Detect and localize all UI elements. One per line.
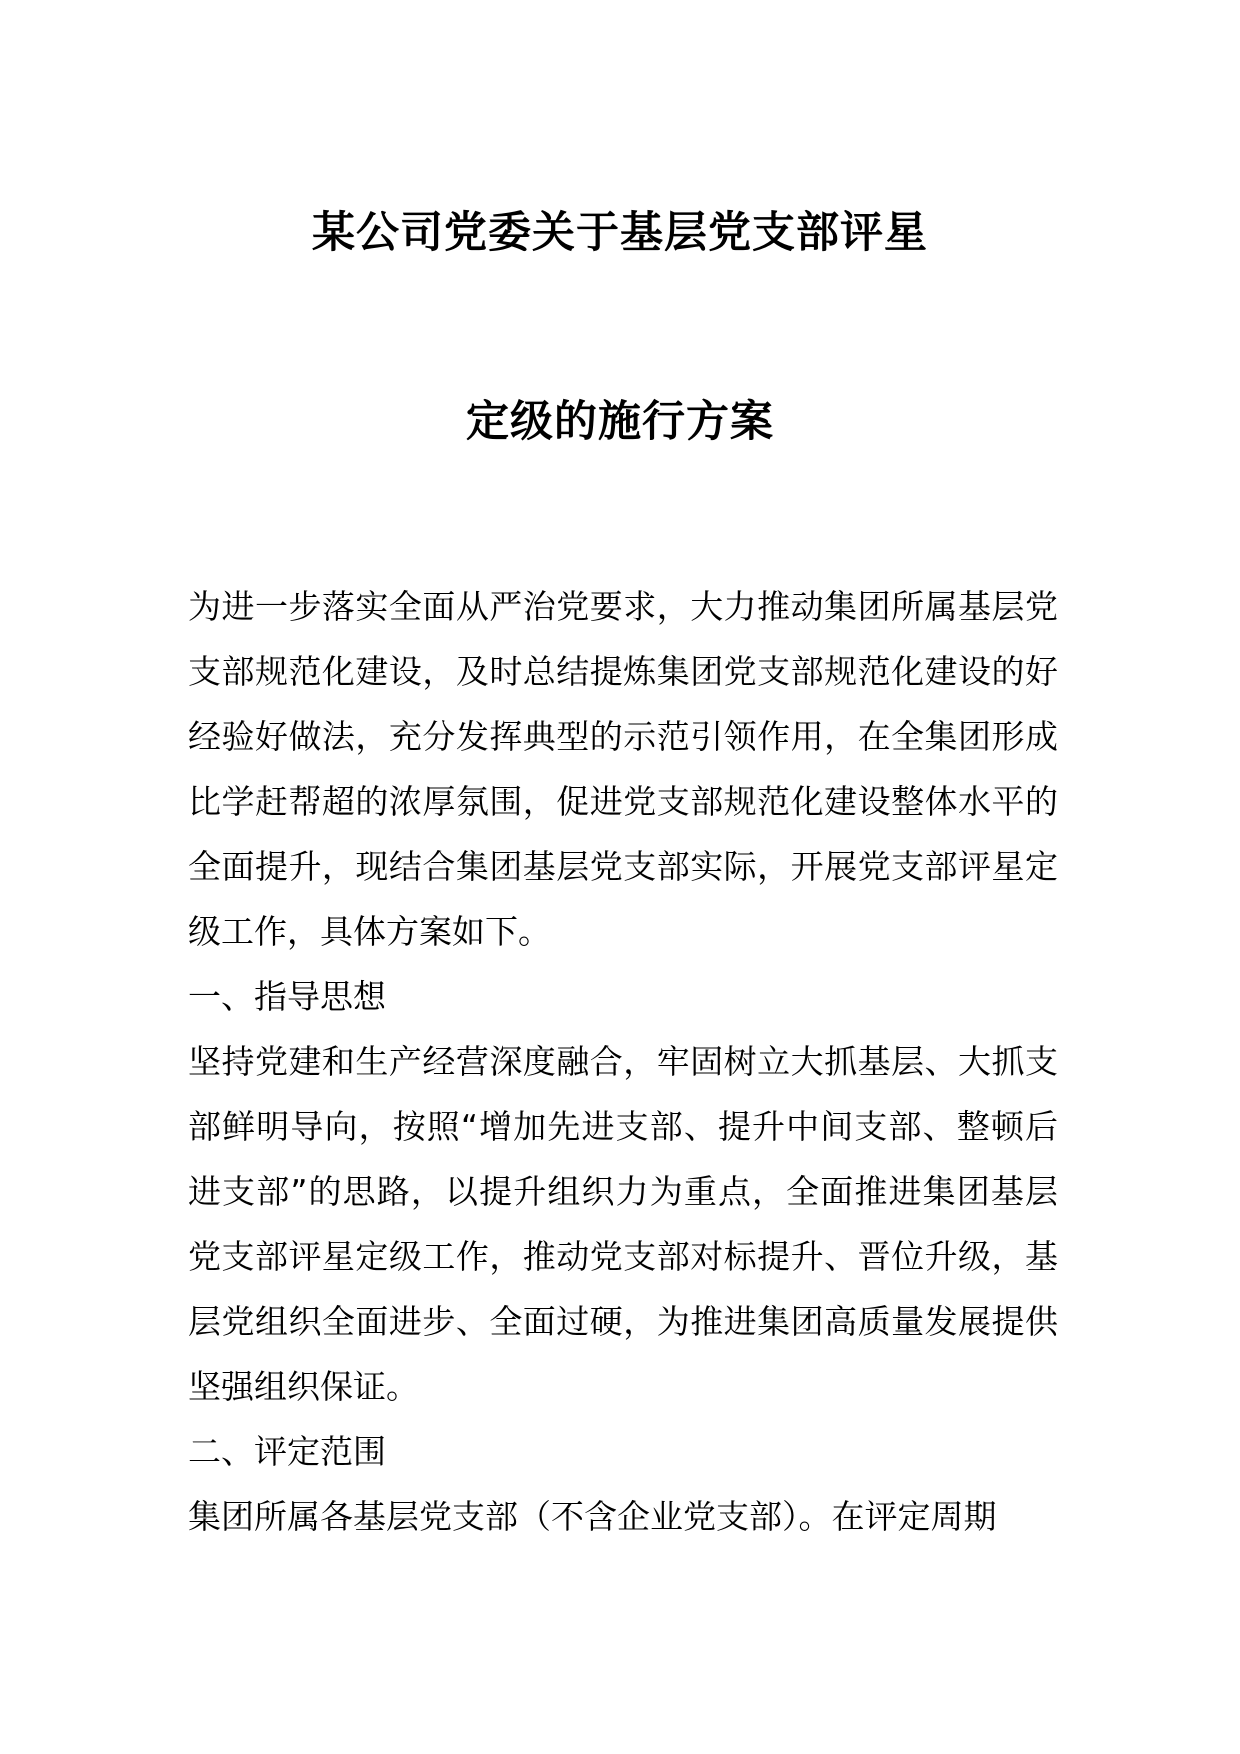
section-heading-guiding-ideology: 一、指导思想 xyxy=(188,977,386,1016)
section-heading-evaluation-scope: 二、评定范围 xyxy=(188,1432,386,1471)
evaluation-scope-paragraph: 集团所属各基层党支部（不含企业党支部）。在评定周期 xyxy=(188,1497,997,1536)
document-title-line-2: 定级的施行方案 xyxy=(466,397,774,447)
document-body xyxy=(188,574,1058,1549)
document-title-line-1: 某公司党委关于基层党支部评星 xyxy=(312,208,928,258)
guiding-ideology-paragraph: 坚持党建和生产经营深度融合，牢固树立大抓基层、大抓支部鲜明导向，按照“增加先进支部、提升中间支部、整顿后进支部”的思路，以提升组织力为重点，全面推进集团基层党支部评星定级工作，推动党支部对标提升、晋位升级，基层党组织全面进步、全面过硬，为推进集团高质量发展提供坚强组织保证。 xyxy=(188,1042,1058,1406)
intro-paragraph: 为进一步落实全面从严治党要求，大力推动集团所属基层党支部规范化建设，及时总结提炼集团党支部规范化建设的好经验好做法，充分发挥典型的示范引领作用，在全集团形成比学赶帮超的浓厚氛围，促进党支部规范化建设整体水平的全面提升，现结合集团基层党支部实际，开展党支部评星定级工作，具体方案如下。 xyxy=(188,587,1058,951)
